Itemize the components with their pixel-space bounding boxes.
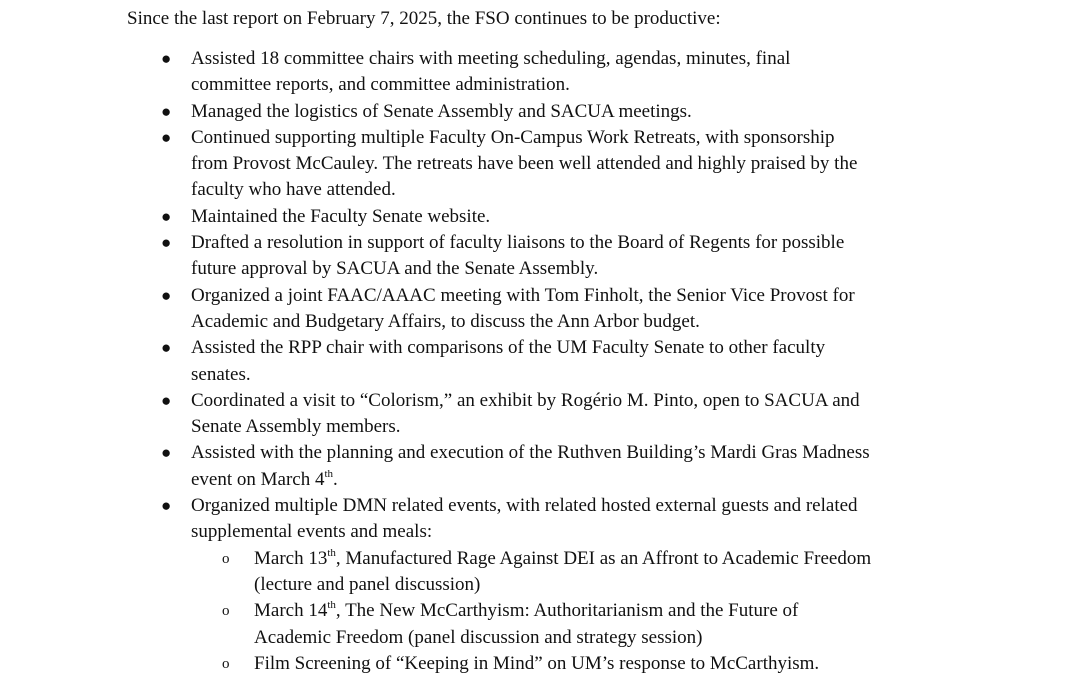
item-line	[191, 414, 1080, 440]
bullet-icon: ●	[161, 101, 172, 121]
item-text: Academic Freedom (panel discussion and strategy session)	[254, 626, 703, 648]
item-text: , The New McCarthyism: Authoritarianism and the Future of	[335, 600, 799, 622]
ordinal-superscript: th	[327, 599, 336, 612]
item-text: , Manufactured Rage Against DEI as an Affront to Academic Freedom	[335, 547, 872, 569]
sub-list-item	[0, 651, 1080, 677]
item-text: Drafted a resolution in support of faculty liaisons to the Board of Regents for possible	[191, 232, 845, 254]
list-item	[0, 493, 1080, 546]
bullet-icon: ●	[161, 285, 172, 305]
list-item	[0, 283, 1080, 336]
item-line	[191, 99, 1080, 125]
item-text: Organized a joint FAAC/AAAC meeting with Tom Finholt, the Senior Vice Provost for	[191, 284, 855, 306]
item-line	[191, 125, 1080, 151]
bullet-icon: ●	[161, 338, 172, 358]
item-line	[254, 546, 1080, 572]
bullet-icon: ●	[161, 390, 172, 410]
sub-list-item	[0, 546, 1080, 599]
item-text: Academic and Budgetary Affairs, to discuss the Ann Arbor budget.	[191, 310, 700, 332]
item-line	[191, 335, 1080, 361]
bullet-icon: ●	[161, 233, 172, 253]
item-text: Coordinated a visit to “Colorism,” an exhibit by Rogério M. Pinto, open to SACUA and	[191, 389, 860, 411]
item-text: faculty who have attended.	[191, 179, 396, 201]
item-line	[254, 651, 1080, 677]
item-line	[191, 177, 1080, 203]
item-text: Assisted 18 committee chairs with meeting scheduling, agendas, minutes, final	[191, 48, 791, 69]
ordinal-superscript: th	[327, 546, 336, 559]
activity-list	[0, 46, 1080, 677]
item-text: Maintained the Faculty Senate website.	[191, 205, 491, 227]
item-line	[191, 388, 1080, 414]
item-line	[254, 572, 1080, 598]
item-line	[191, 493, 1080, 519]
list-item	[0, 99, 1080, 125]
item-text: event on March 4	[191, 468, 325, 490]
item-text: from Provost McCauley. The retreats have been well attended and highly praised by the	[191, 153, 858, 175]
item-line	[191, 467, 1080, 493]
sub-list-item	[0, 598, 1080, 651]
item-line	[191, 362, 1080, 388]
list-item	[0, 230, 1080, 283]
item-line	[191, 309, 1080, 335]
item-text: Organized multiple DMN related events, with related hosted external guests and related	[191, 495, 858, 517]
bullet-icon: ●	[161, 496, 172, 516]
item-text: supplemental events and meals:	[191, 521, 433, 543]
item-line	[254, 598, 1080, 624]
list-item	[0, 125, 1080, 204]
item-line	[191, 72, 1080, 98]
item-line	[191, 230, 1080, 256]
item-text: Assisted with the planning and execution of the Ruthven Building’s Mardi Gras Madness	[191, 442, 870, 464]
item-line	[191, 151, 1080, 177]
item-line	[191, 519, 1080, 545]
bullet-icon: ●	[161, 49, 172, 68]
item-text: March 14	[254, 600, 328, 622]
item-line	[191, 46, 1080, 72]
item-text: Assisted the RPP chair with comparisons of the UM Faculty Senate to other faculty	[191, 337, 826, 359]
ordinal-superscript: th	[324, 467, 334, 480]
item-text: .	[333, 468, 338, 490]
bullet-icon: ●	[161, 443, 172, 463]
item-text: (lecture and panel discussion)	[254, 573, 481, 595]
item-text: Managed the logistics of Senate Assembly and SACUA meetings.	[191, 100, 692, 122]
item-text: March 13	[254, 547, 328, 569]
item-line	[191, 204, 1080, 230]
item-text: Continued supporting multiple Faculty On-Campus Work Retreats, with sponsorship	[191, 126, 835, 148]
list-item	[0, 46, 1080, 99]
sub-bullet-icon: o	[222, 550, 230, 567]
bullet-icon: ●	[161, 127, 172, 147]
item-text: Senate Assembly members.	[191, 416, 401, 438]
list-item	[0, 388, 1080, 441]
item-text: senates.	[191, 363, 251, 385]
list-item	[0, 204, 1080, 230]
intro-paragraph: Since the last report on February 7, 2025, the FSO continues to be productive:	[127, 8, 721, 29]
item-text: committee reports, and committee administration.	[191, 74, 570, 96]
item-line	[191, 256, 1080, 282]
item-line	[191, 440, 1080, 466]
list-item	[0, 335, 1080, 388]
bullet-icon: ●	[161, 206, 172, 226]
sub-bullet-icon: o	[222, 603, 230, 620]
item-line	[191, 283, 1080, 309]
item-text: future approval by SACUA and the Senate Assembly.	[191, 258, 599, 280]
list-item	[0, 440, 1080, 493]
item-text: Film Screening of “Keeping in Mind” on UM’s response to McCarthyism.	[254, 652, 820, 674]
item-line	[254, 625, 1080, 651]
sub-bullet-icon: o	[222, 655, 230, 672]
